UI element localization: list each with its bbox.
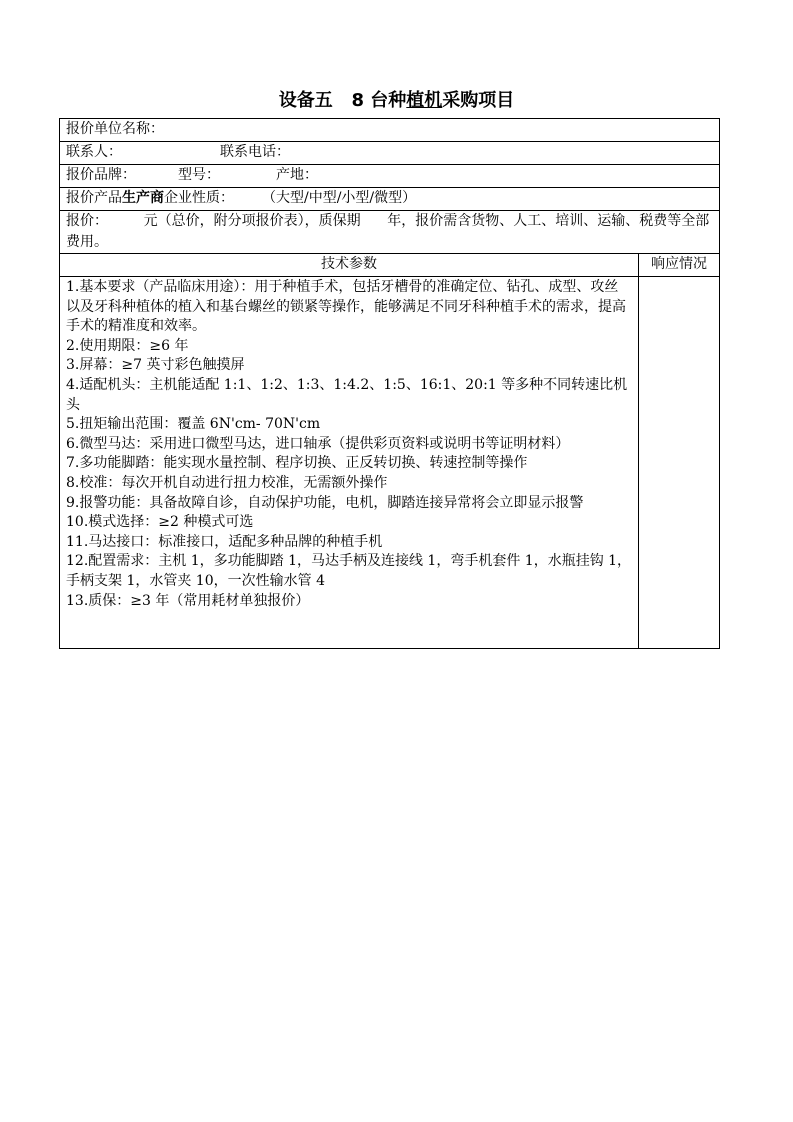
nature-field[interactable] (60, 188, 720, 211)
requirement-item: 13.质保：≥3 年（常用耗材单独报价） (66, 592, 310, 609)
title-prefix: 设备五 8 台种 (278, 90, 407, 111)
price-text: 报价： 元（总价，附分项报价表），质保期 年，报价需含货物、人工、培训、运输、税费等全部费用。 (66, 213, 710, 250)
brand-field[interactable] (60, 165, 720, 188)
title-suffix: 采购项目 (442, 90, 515, 111)
requirement-item: 2.使用期限：≥6 年 (66, 337, 189, 354)
phone-label: 联系电话： (220, 144, 290, 160)
requirement-item: 8.校准：每次开机自动进行扭力校准，无需额外操作 (66, 474, 388, 491)
nature-options: （大型/中型/小型/微型） (262, 190, 417, 206)
requirements-cell (60, 277, 639, 649)
brand-row (60, 165, 720, 188)
title-underlined: 植机 (406, 90, 443, 111)
unit-label: 报价单位名称： (66, 121, 164, 137)
contact-field[interactable] (60, 142, 720, 165)
contact-label: 联系人： (66, 144, 122, 160)
price-field[interactable] (60, 211, 720, 254)
nature-bold: 生产商 (122, 190, 164, 206)
nature-prefix: 报价产品 (66, 190, 122, 206)
unit-row (60, 119, 720, 142)
requirement-item: 9.报警功能：具备故障自诊，自动保护功能，电机，脚踏连接异常将会立即显示报警 (66, 494, 584, 511)
requirements-row (60, 277, 720, 649)
model-label: 型号： (178, 167, 220, 183)
requirement-item: 7.多功能脚踏：能实现水量控制、程序切换、正反转切换、转速控制等操作 (66, 455, 528, 472)
requirement-item: 3.屏幕：≥7 英寸彩色触摸屏 (66, 357, 245, 374)
requirement-item: 10.模式选择：≥2 种模式可选 (66, 514, 254, 531)
requirement-item: 5.扭矩输出范围：覆盖 6N'cm- 70N'cm (66, 416, 321, 433)
params-header: 技术参数 (60, 254, 639, 277)
nature-row (60, 188, 720, 211)
header-row (60, 254, 720, 277)
price-row (60, 211, 720, 254)
response-cell[interactable] (639, 277, 720, 649)
unit-field[interactable] (60, 119, 720, 142)
nature-suffix: 企业性质： (164, 190, 234, 206)
requirement-item: 11.马达接口：标准接口，适配多种品牌的种植手机 (66, 533, 383, 550)
requirement-item: 1.基本要求（产品临床用途）：用于种植手术，包括牙槽骨的准确定位、钻孔、成型、攻丝以及牙科种植体的植入和基台螺丝的锁紧等操作，能够满足不同牙科种植手术的需求，提高手术的精准度和效率。 (66, 279, 626, 335)
requirement-item: 4.适配机头：主机能适配 1:1、1:2、1:3、1:4.2、1:5、16:1、20:1 等多种不同转速比机头 (66, 376, 628, 413)
requirement-item: 12.配置需求：主机 1，多功能脚踏 1，马达手柄及连接线 1，弯手机套件 1，水瓶挂钩 1，手柄支架 1，水管夹 10，一次性输水管 4 (66, 553, 632, 589)
brand-label: 报价品牌： (66, 167, 136, 183)
requirement-item: 6.微型马达：采用进口微型马达，进口轴承（提供彩页资料或说明书等证明材料） (66, 435, 570, 452)
procurement-form (59, 118, 720, 649)
origin-label: 产地： (276, 167, 318, 183)
contact-row (60, 142, 720, 165)
page-title (0, 86, 793, 112)
response-header: 响应情况 (639, 254, 720, 277)
